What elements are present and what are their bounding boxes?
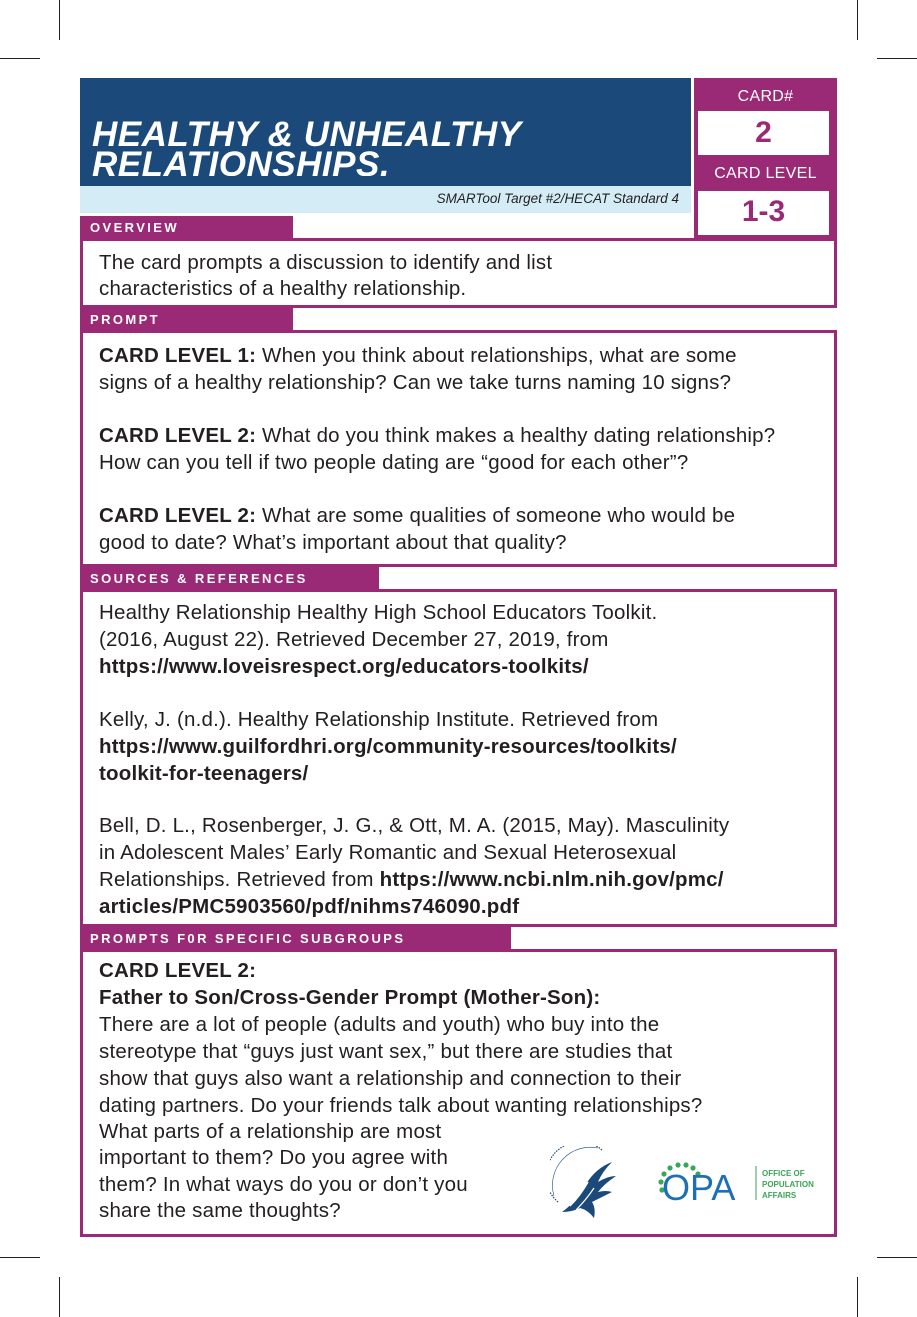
opa-logo xyxy=(656,1160,826,1204)
overview-section xyxy=(80,238,837,308)
card-level-label: CARD LEVEL xyxy=(714,165,817,182)
standard-text: SMARTool Target #2/HECAT Standard 4 xyxy=(436,191,679,206)
ref-1-line-2: (2016, August 22). Retrieved December 27, 2019, from xyxy=(99,628,609,651)
ref-1-line-1: Healthy Relationship Healthy High School Educators Toolkit. xyxy=(99,601,658,624)
subgroups-level: CARD LEVEL 2: xyxy=(99,959,257,982)
subgroups-label: PROMPTS F0R SPECIFIC SUBGROUPS xyxy=(80,927,511,951)
title-line-2: RELATIONSHIPS. xyxy=(92,150,391,176)
subgroups-line-3: show that guys also want a relationship and connection to their xyxy=(99,1067,682,1090)
subgroups-line-7: them? In what ways do you or don’t you xyxy=(99,1173,468,1196)
ref-2-url-line-1[interactable]: https://www.guilfordhri.org/community-resources/toolkits/ xyxy=(99,735,677,758)
overview-line-2: characteristics of a healthy relationship. xyxy=(99,277,467,300)
prompt-2-level: CARD LEVEL 2: xyxy=(99,424,257,447)
ref-3-line-1: Bell, D. L., Rosenberger, J. G., & Ott, M. A. (2015, May). Masculinity xyxy=(99,814,730,837)
prompt-section xyxy=(80,330,837,567)
card-number-label: CARD# xyxy=(737,88,794,105)
prompt-2-line-2: How can you tell if two people dating are “good for each other”? xyxy=(99,451,689,474)
prompt-2-text: What do you think makes a healthy dating relationship? xyxy=(256,424,776,447)
ref-3-line-2: in Adolescent Males’ Early Romantic and Sexual Heterosexual xyxy=(99,841,677,864)
title-line-1: HEALTHY & UNHEALTHY xyxy=(92,115,522,154)
ref-1-url[interactable]: https://www.loveisrespect.org/educators-toolkits/ xyxy=(99,655,589,678)
opa-wordmark: OPA xyxy=(662,1167,736,1204)
ref-2-url-line-2[interactable]: toolkit-for-teenagers/ xyxy=(99,762,309,785)
opa-text-line-2: POPULATION xyxy=(762,1180,814,1189)
ref-3-url-line-2[interactable]: articles/PMC5903560/pdf/nihms746090.pdf xyxy=(99,895,520,918)
crop-mark xyxy=(59,0,60,40)
ref-3-url-line-1[interactable]: https://www.ncbi.nlm.nih.gov/pmc/ xyxy=(379,868,724,891)
opa-text-line-3: AFFAIRS xyxy=(762,1191,797,1200)
hhs-seal-logo xyxy=(550,1146,620,1226)
subgroups-heading: Father to Son/Cross-Gender Prompt (Mother-Son): xyxy=(99,986,601,1009)
prompt-1-text: When you think about relationships, what are some xyxy=(256,344,737,367)
overview-line-1: The card prompts a discussion to identify and list xyxy=(99,251,553,274)
crop-mark xyxy=(857,0,858,40)
overview-label: OVERVIEW xyxy=(80,216,293,240)
prompt-3-level: CARD LEVEL 2: xyxy=(99,504,257,527)
prompt-3-line-1 xyxy=(99,503,735,530)
prompt-3-text: What are some qualities of someone who would be xyxy=(256,504,736,527)
prompt-label: PROMPT xyxy=(80,308,293,332)
sources-label: SOURCES & REFERENCES xyxy=(80,567,379,591)
card-number: 2 xyxy=(697,110,830,156)
subgroups-line-1: There are a lot of people (adults and youth) who buy into the xyxy=(99,1013,660,1036)
subgroups-line-8: share the same thoughts? xyxy=(99,1199,341,1222)
crop-mark xyxy=(59,1277,60,1317)
opa-text-line-1: OFFICE OF xyxy=(762,1169,805,1178)
card-info-box xyxy=(694,78,837,239)
sources-section xyxy=(80,589,837,927)
standard-band xyxy=(80,186,691,213)
prompt-2-line-1 xyxy=(99,423,775,450)
crop-mark xyxy=(0,1257,40,1258)
card-level: 1-3 xyxy=(697,190,830,236)
crop-mark xyxy=(877,1257,917,1258)
title-band xyxy=(80,78,691,186)
prompt-1-line-1 xyxy=(99,343,737,370)
ref-2-line-1: Kelly, J. (n.d.). Healthy Relationship Institute. Retrieved from xyxy=(99,708,659,731)
subgroups-line-2: stereotype that “guys just want sex,” but there are studies that xyxy=(99,1040,673,1063)
card-title xyxy=(92,115,522,176)
prompt-1-line-2: signs of a healthy relationship? Can we take turns naming 10 signs? xyxy=(99,371,732,394)
activity-card xyxy=(80,78,837,1237)
ref-3-line-3 xyxy=(99,867,724,894)
ref-3-text: Relationships. Retrieved from xyxy=(99,868,380,891)
crop-mark xyxy=(857,1277,858,1317)
subgroups-line-4: dating partners. Do your friends talk about wanting relationships? xyxy=(99,1094,703,1117)
crop-mark xyxy=(0,58,40,59)
subgroups-line-6: important to them? Do you agree with xyxy=(99,1146,449,1169)
subgroups-line-5: What parts of a relationship are most xyxy=(99,1120,442,1143)
crop-mark xyxy=(877,58,917,59)
prompt-1-level: CARD LEVEL 1: xyxy=(99,344,257,367)
prompt-3-line-2: good to date? What’s important about that quality? xyxy=(99,531,567,554)
